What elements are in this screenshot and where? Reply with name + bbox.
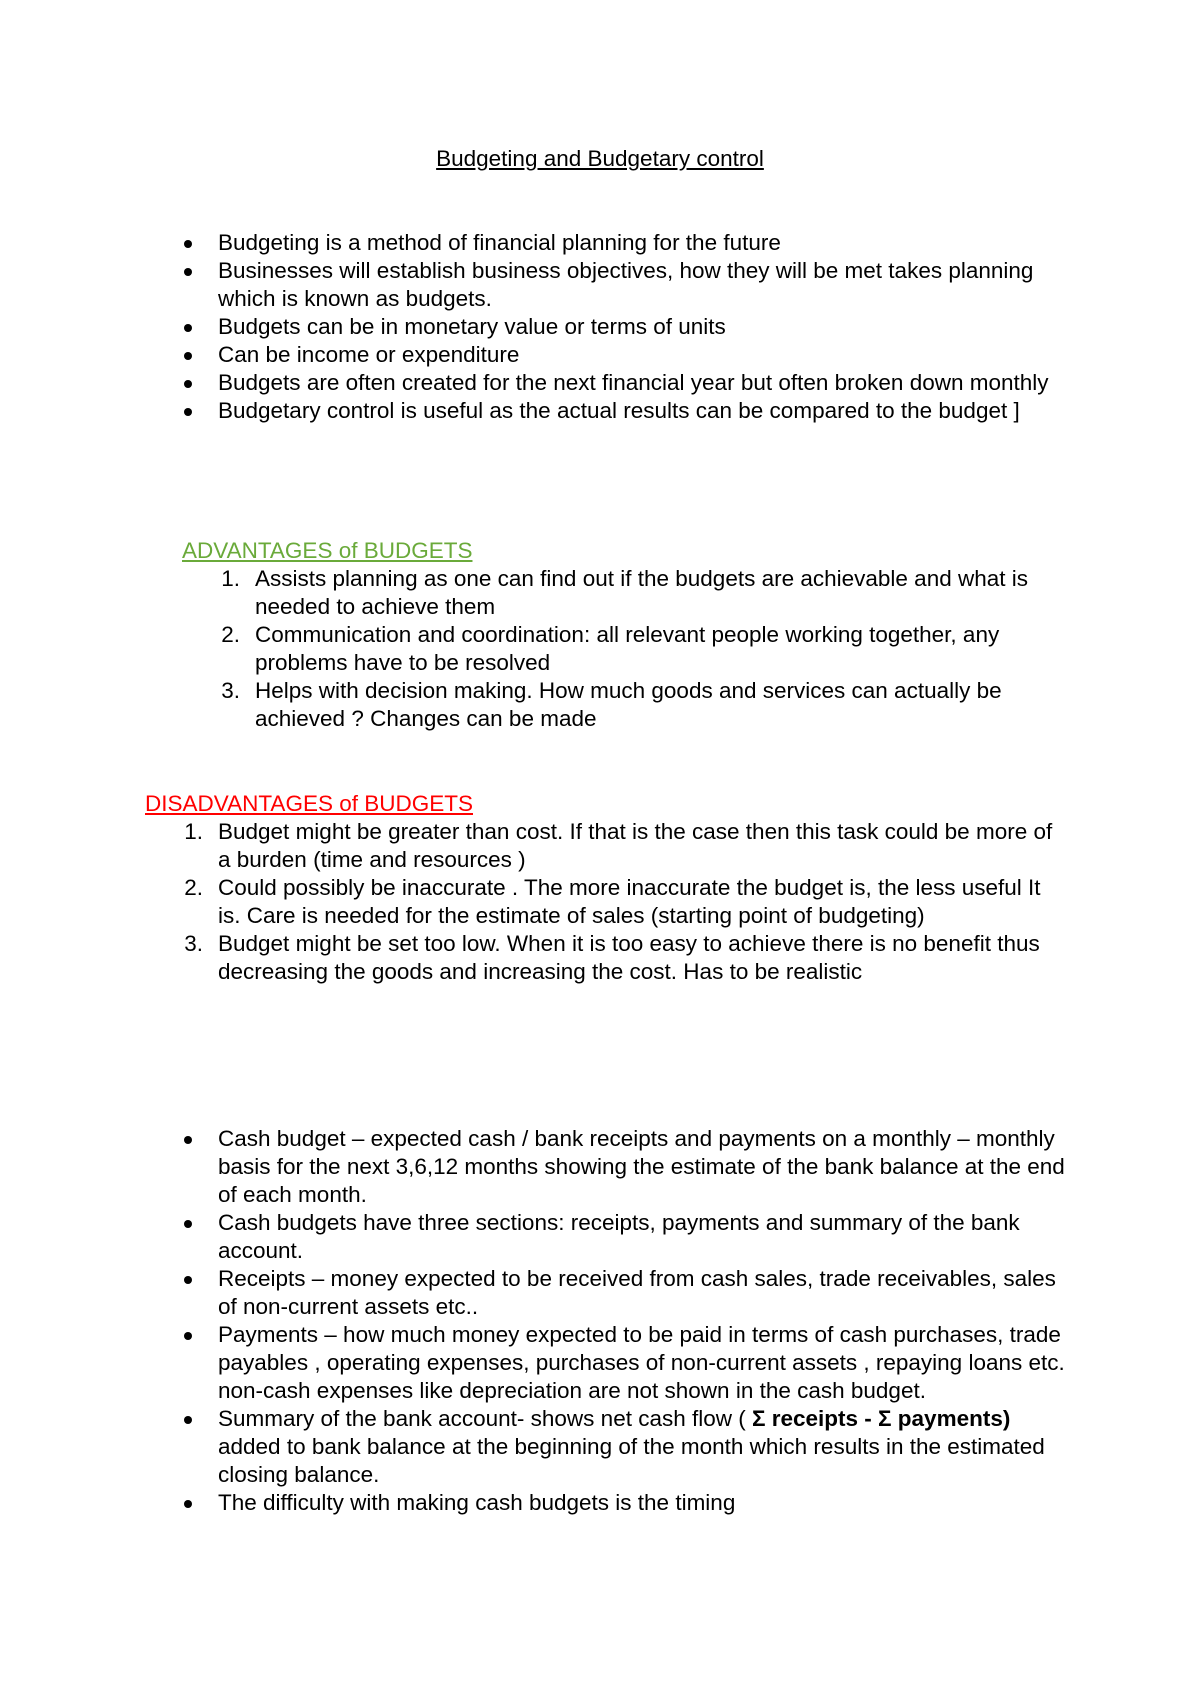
- summary-text-part2: added to bank balance at the beginning of the month which results in the estimated closing balance.: [218, 1434, 1045, 1487]
- bullet-icon: [184, 1416, 192, 1424]
- list-item-text: Helps with decision making. How much goods and services can actually be achieved ? Changes can be made: [255, 678, 1002, 731]
- advantages-list: [0, 565, 1200, 733]
- disadvantages-heading: DISADVANTAGES of BUDGETS: [145, 791, 473, 816]
- intro-bullet-list: [0, 229, 1200, 425]
- list-item-text: Cash budgets have three sections: receipts, payments and summary of the bank account.: [218, 1210, 1020, 1263]
- list-item: [0, 1125, 1068, 1209]
- list-item: [0, 1489, 1068, 1517]
- list-item-text: Can be income or expenditure: [218, 342, 520, 367]
- bullet-icon: [184, 268, 192, 276]
- bullet-icon: [184, 1276, 192, 1284]
- list-item: [0, 341, 1068, 369]
- summary-formula: Σ receipts - Σ payments): [752, 1406, 1011, 1431]
- list-item: [0, 257, 1068, 313]
- document-title: Budgeting and Budgetary control: [436, 146, 764, 171]
- list-item-text: Could possibly be inaccurate . The more inaccurate the budget is, the less useful It is. Care is needed for the estimate of sales (starting point of budgeting): [218, 875, 1041, 928]
- bullet-icon: [184, 1220, 192, 1228]
- list-item-number: 3.: [184, 931, 203, 956]
- list-item-text: Budgets can be in monetary value or terms of units: [218, 314, 726, 339]
- list-item-text: Budgeting is a method of financial planning for the future: [218, 230, 781, 255]
- bullet-icon: [184, 1500, 192, 1508]
- bullet-icon: [184, 352, 192, 360]
- cash-budget-bullet-list: [0, 1125, 1200, 1517]
- list-item-text: Payments – how much money expected to be paid in terms of cash purchases, trade payables , operating expenses, purchases of non-current assets , repaying loans etc. non-cash expenses like depreciation are not shown in the cash budget.: [218, 1322, 1065, 1403]
- disadvantages-list: [0, 818, 1200, 986]
- list-item-text: Businesses will establish business objectives, how they will be met takes planning which is known as budgets.: [218, 258, 1034, 311]
- list-item: [0, 1265, 1068, 1321]
- list-item-text: Budget might be set too low. When it is too easy to achieve there is no benefit thus decreasing the goods and increasing the cost. Has to be realistic: [218, 931, 1040, 984]
- list-item-text: Receipts – money expected to be received from cash sales, trade receivables, sales of non-current assets etc..: [218, 1266, 1056, 1319]
- bullet-icon: [184, 1136, 192, 1144]
- list-item: [0, 930, 1068, 986]
- list-item-number: 1.: [221, 566, 240, 591]
- list-item: [0, 397, 1068, 425]
- summary-text-part1: Summary of the bank account- shows net cash flow (: [218, 1406, 752, 1431]
- list-item: [0, 874, 1068, 930]
- list-item: [0, 369, 1068, 397]
- list-item-text: Communication and coordination: all relevant people working together, any problems have to be resolved: [255, 622, 1000, 675]
- list-item-text: Budget might be greater than cost. If that is the case then this task could be more of a burden (time and resources ): [218, 819, 1053, 872]
- list-item-text: Assists planning as one can find out if the budgets are achievable and what is needed to achieve them: [255, 566, 1028, 619]
- advantages-heading: ADVANTAGES of BUDGETS: [182, 538, 473, 563]
- bullet-icon: [184, 240, 192, 248]
- list-item-text: Budgets are often created for the next financial year but often broken down monthly: [218, 370, 1049, 395]
- list-item-number: 2.: [221, 622, 240, 647]
- list-item-text: Cash budget – expected cash / bank receipts and payments on a monthly – monthly basis for the next 3,6,12 months showing the estimate of the bank balance at the end of each month.: [218, 1126, 1065, 1207]
- bullet-icon: [184, 1332, 192, 1340]
- list-item-number: 3.: [221, 678, 240, 703]
- bullet-icon: [184, 380, 192, 388]
- bullet-icon: [184, 408, 192, 416]
- list-item: [0, 818, 1068, 874]
- list-item-text: The difficulty with making cash budgets is the timing: [218, 1490, 736, 1515]
- list-item: [0, 677, 1075, 733]
- list-item-text: Budgetary control is useful as the actual results can be compared to the budget ]: [218, 398, 1020, 423]
- bullet-icon: [184, 324, 192, 332]
- list-item-number: 1.: [184, 819, 203, 844]
- list-item-number: 2.: [184, 875, 203, 900]
- list-item: [0, 621, 1075, 677]
- list-item: [0, 565, 1075, 621]
- list-item: [0, 1209, 1068, 1265]
- list-item: [0, 1405, 1068, 1489]
- list-item: [0, 1321, 1068, 1405]
- list-item: [0, 313, 1068, 341]
- list-item: [0, 229, 1068, 257]
